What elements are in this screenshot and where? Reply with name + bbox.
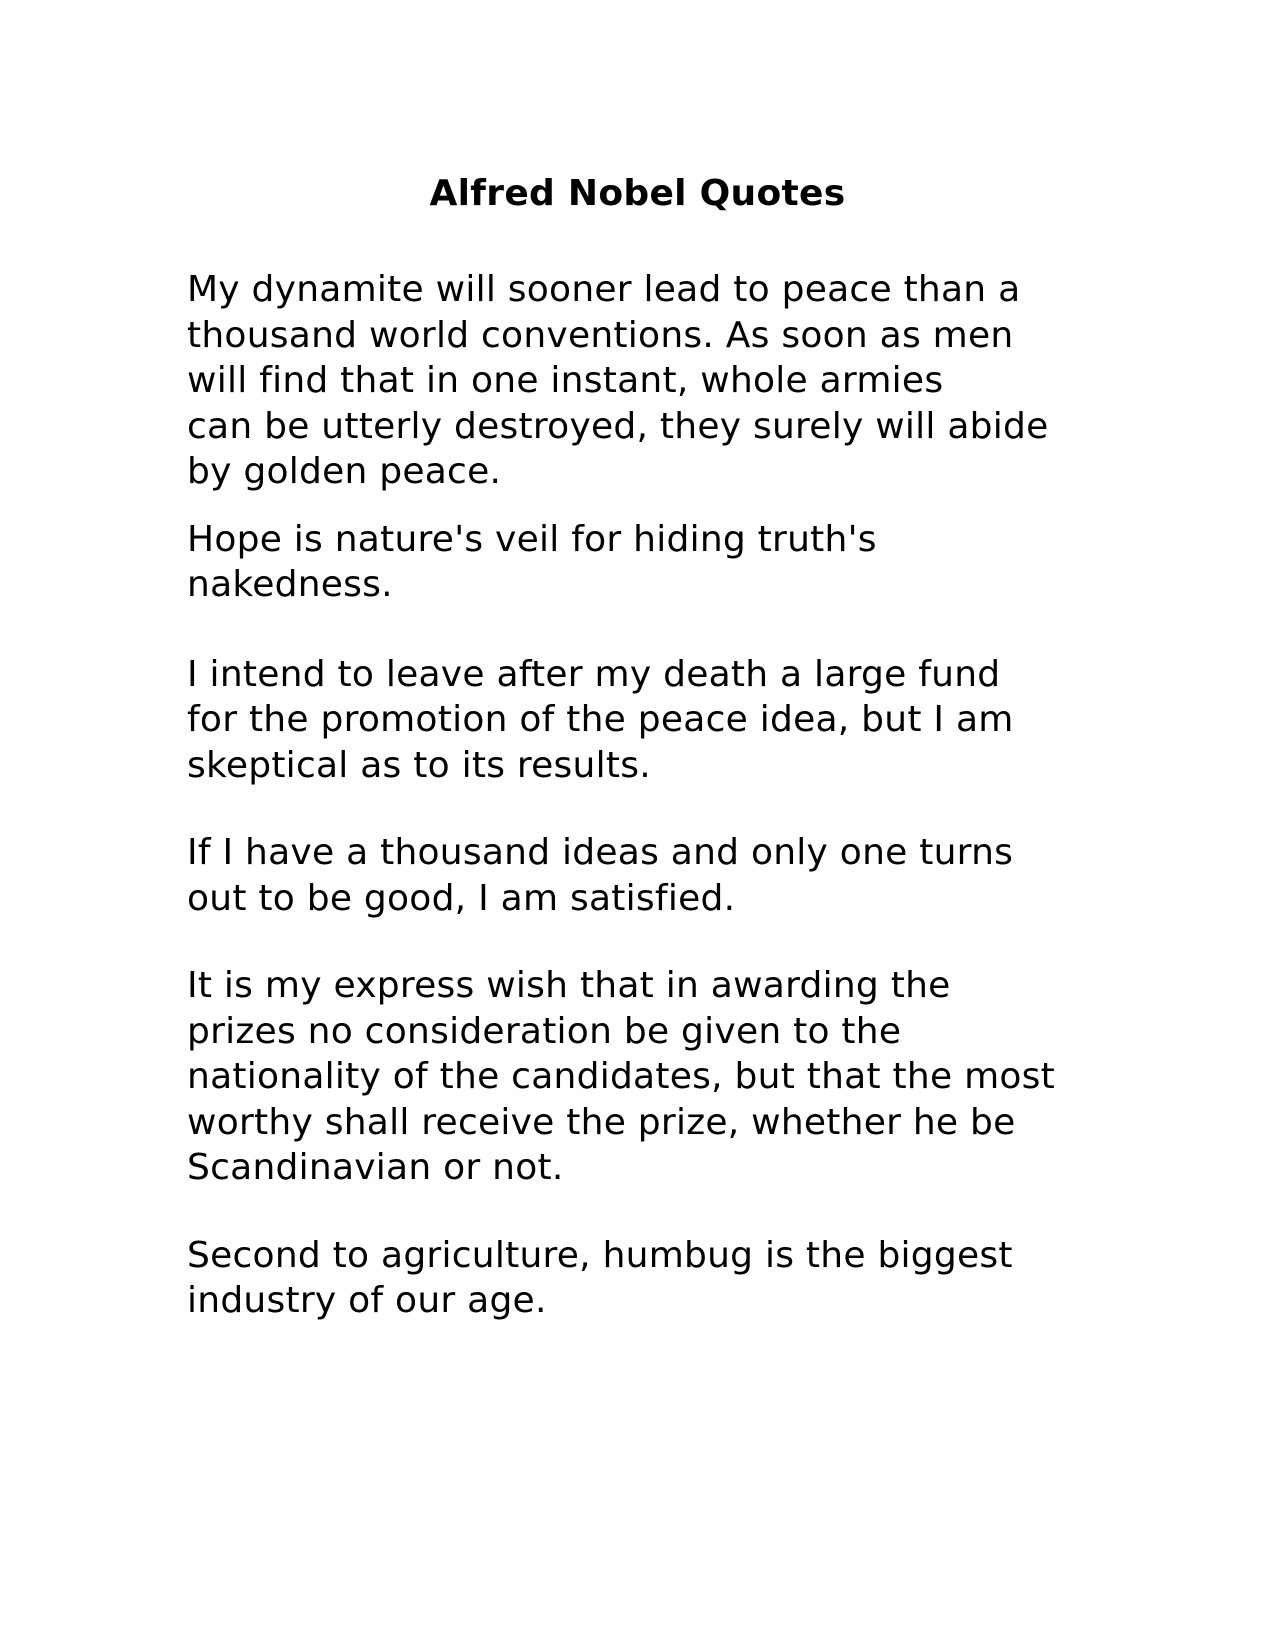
quote-line: It is my express wish that in awarding the — [187, 965, 951, 1006]
quote-line: Hope is nature's veil for hiding truth's — [187, 518, 877, 560]
quote-line: My dynamite will sooner lead to peace than a — [187, 269, 1021, 310]
quote-line: Scandinavian or not. — [187, 1147, 564, 1188]
quote-line: skeptical as to its results. — [187, 744, 651, 786]
quote — [187, 267, 1087, 495]
quote — [187, 652, 1087, 789]
quote — [187, 830, 1087, 921]
quote — [187, 1233, 1087, 1324]
quote-line: for the promotion of the peace idea, but I am — [187, 699, 1014, 740]
page-title: Alfred Nobel Quotes — [429, 173, 846, 215]
quote — [187, 517, 1087, 608]
quote-line: will find that in one instant, whole armies — [187, 360, 944, 401]
quote-line: by golden peace. — [187, 451, 502, 492]
quote-line: out to be good, I am satisfied. — [187, 877, 736, 919]
quote-line: industry of our age. — [187, 1280, 547, 1321]
quote-line: thousand world conventions. As soon as men — [187, 314, 1014, 356]
quote-line: nakedness. — [187, 564, 393, 605]
quote-line: If I have a thousand ideas and only one turns — [187, 832, 1014, 873]
quote — [187, 963, 1087, 1191]
quote-line: Second to agriculture, humbug is the biggest — [187, 1234, 1013, 1276]
quote-list — [187, 267, 1087, 1324]
quote-line: worthy shall receive the prize, whether he be — [187, 1101, 1016, 1143]
quote-line: prizes no consideration be given to the — [187, 1010, 902, 1052]
quote-line: can be utterly destroyed, they surely will abide — [187, 405, 1049, 447]
quote-line: I intend to leave after my death a large fund — [187, 653, 1001, 695]
quote-line: nationality of the candidates, but that the most — [187, 1056, 1056, 1097]
